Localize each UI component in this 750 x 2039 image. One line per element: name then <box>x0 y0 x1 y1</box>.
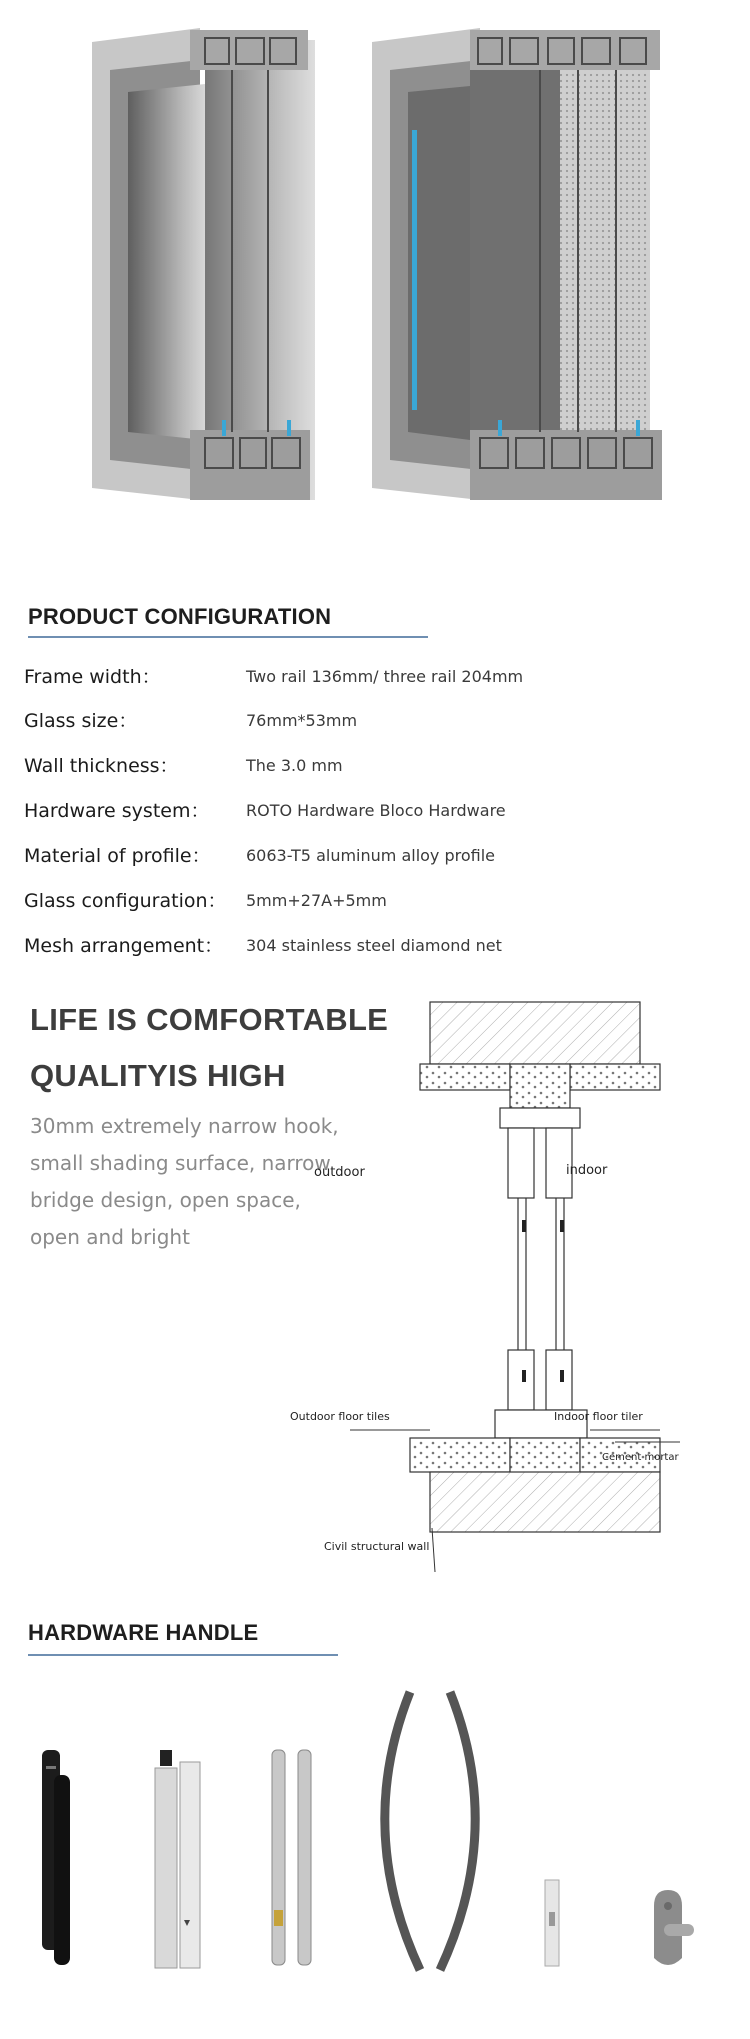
spec-label: Material of profile： <box>24 845 211 867</box>
configuration-title: PRODUCT CONFIGURATION <box>28 604 332 629</box>
installation-section-drawing <box>290 990 740 1570</box>
spec-label: Glass configuration： <box>24 890 227 912</box>
spec-label: Hardware system： <box>24 800 210 822</box>
three-rail-render <box>372 28 662 500</box>
spec-value: 6063-T5 aluminum alloy profile <box>246 846 496 865</box>
spec-label: Wall thickness： <box>24 755 179 777</box>
spec-value: Two rail 136mm/ three rail 204mm <box>246 667 524 686</box>
comfort-body-line: 30mm extremely narrow hook, <box>30 1114 339 1138</box>
indoor-floor-tiler-label: Indoor floor tiler <box>554 1410 643 1423</box>
two-rail-render <box>92 28 315 500</box>
spec-label: Frame width： <box>24 666 161 688</box>
spec-row-wall-thickness <box>24 751 724 781</box>
spec-row-glass-configuration <box>24 886 724 916</box>
spec-row-glass-size <box>24 706 724 736</box>
spec-value: The 3.0 mm <box>246 756 343 775</box>
spec-value: 5mm+27A+5mm <box>246 891 387 910</box>
spec-value: ROTO Hardware Bloco Hardware <box>246 801 506 820</box>
window-profile-renders <box>0 0 750 520</box>
arched-pull-handles <box>385 1692 475 1970</box>
spec-row-frame-width <box>24 662 724 692</box>
thumb-turn-handle <box>654 1890 694 1965</box>
spec-value: 304 stainless steel diamond net <box>246 936 502 955</box>
spec-label: Mesh arrangement： <box>24 935 224 957</box>
outdoor-floor-tiles-label: Outdoor floor tiles <box>290 1410 390 1423</box>
comfort-headline-2: QUALITYIS HIGH <box>30 1058 286 1093</box>
configuration-title-rule <box>28 636 428 638</box>
cement-mortar-label: Cement mortar <box>602 1452 679 1463</box>
indoor-label: indoor <box>566 1163 608 1178</box>
lock-strip <box>155 1750 200 1968</box>
spec-label: Glass size： <box>24 710 138 732</box>
comfort-body-line: bridge design, open space, <box>30 1188 301 1212</box>
hardware-title-rule <box>28 1654 338 1656</box>
spec-value: 76mm*53mm <box>246 711 358 730</box>
spec-row-mesh-arrangement <box>24 931 724 961</box>
small-latch <box>545 1880 559 1966</box>
hardware-title: HARDWARE HANDLE <box>28 1620 259 1645</box>
comfort-body-line: small shading surface, narrow <box>30 1151 331 1175</box>
twin-rods <box>272 1750 311 1965</box>
civil-structural-wall-label: Civil structural wall <box>324 1540 430 1553</box>
spec-row-material <box>24 841 724 871</box>
black-lever-handle <box>42 1750 70 1965</box>
spec-row-hardware-system <box>24 796 724 826</box>
hardware-handle-gallery <box>0 1680 750 1980</box>
comfort-headline-1: LIFE IS COMFORTABLE <box>30 1002 389 1037</box>
comfort-body-line: open and bright <box>30 1225 190 1249</box>
outdoor-label: outdoor <box>314 1165 365 1180</box>
